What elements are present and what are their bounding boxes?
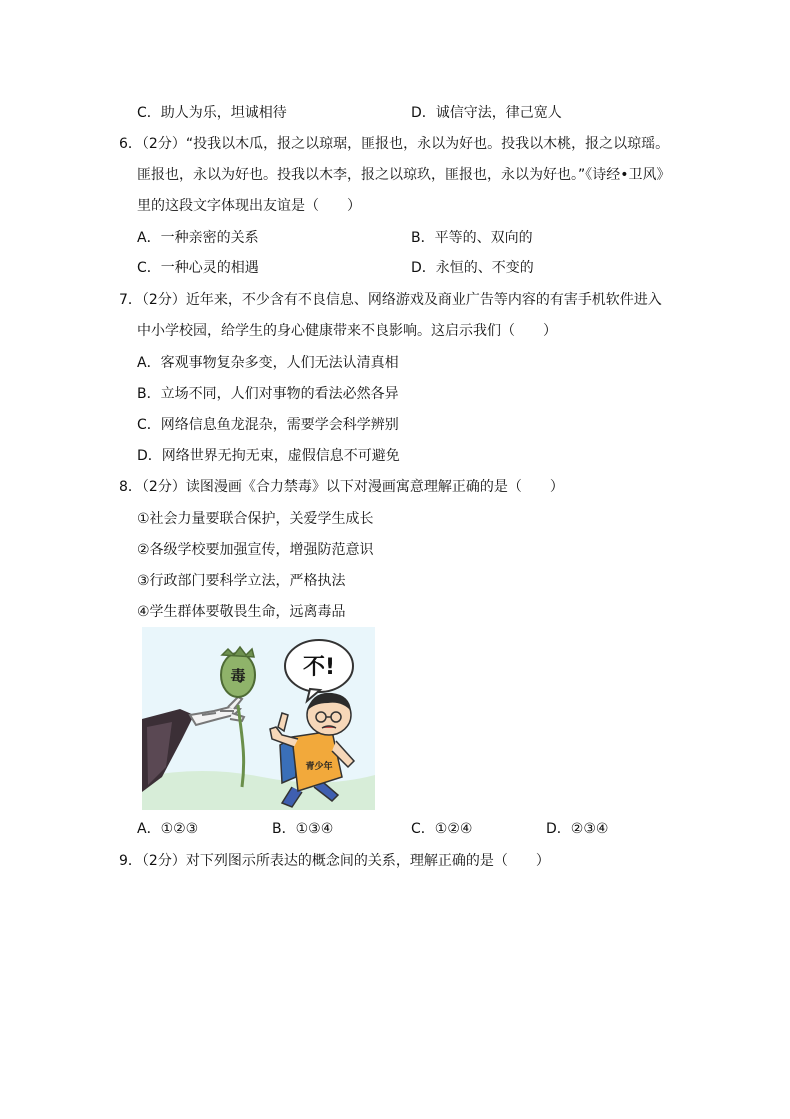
q6-option-c: C．一种心灵的相遇 xyxy=(137,260,259,276)
q8-statement-4: ④学生群体要敬畏生命，远离毒品 xyxy=(137,604,346,620)
q8-statement-1: ①社会力量要联合保护，关爱学生成长 xyxy=(137,511,374,527)
q8-statement-3: ③行政部门要科学立法，严格执法 xyxy=(137,573,346,589)
q6-option-d: D．永恒的、不变的 xyxy=(411,260,534,276)
q8-option-c: C．①②④ xyxy=(411,821,473,837)
q5-option-c: C．助人为乐，坦诚相待 xyxy=(137,105,287,121)
q8-option-b: B．①③④ xyxy=(272,821,334,837)
q7-option-a: A．客观事物复杂多变，人们无法认清真相 xyxy=(137,355,399,371)
q7-option-b: B．立场不同，人们对事物的看法必然各异 xyxy=(137,386,399,402)
q8-stem-line1: 8．（2分）读图漫画《合力禁毒》以下对漫画寓意理解正确的是（ ） xyxy=(119,479,564,495)
poppy-label: 毒 xyxy=(230,667,246,685)
q8-option-a: A．①②③ xyxy=(137,821,199,837)
q6-option-b: B．平等的、双向的 xyxy=(411,230,533,246)
anti-drug-cartoon xyxy=(142,627,375,810)
q7-stem-line1: 7．（2分）近年来，不少含有不良信息、网络游戏及商业广告等内容的有害手机软件进入 xyxy=(119,292,662,308)
q6-option-a: A．一种亲密的关系 xyxy=(137,230,259,246)
q8-option-d: D．②③④ xyxy=(546,821,609,837)
shirt-label: 青少年 xyxy=(305,762,333,772)
q7-option-c: C．网络信息鱼龙混杂，需要学会科学辨别 xyxy=(137,417,399,433)
q6-stem-line1: 6．（2分）“投我以木瓜，报之以琼琚，匪报也，永以为好也。投我以木桃，报之以琼瑶。 xyxy=(119,136,670,152)
q7-stem-line2: 中小学校园，给学生的身心健康带来不良影响。这启示我们（ ） xyxy=(137,323,557,339)
q9-stem-line1: 9．（2分）对下列图示所表达的概念间的关系，理解正确的是（ ） xyxy=(119,853,550,869)
q8-statement-2: ②各级学校要加强宣传，增强防范意识 xyxy=(137,542,374,558)
q5-option-d: D．诚信守法，律己宽人 xyxy=(411,105,562,121)
q6-stem-line3: 里的这段文字体现出友谊是（ ） xyxy=(137,198,361,214)
q6-stem-line2: 匪报也，永以为好也。投我以木李，报之以琼玖，匪报也，永以为好也。”《诗经•卫风》 xyxy=(137,167,671,183)
q7-option-d: D．网络世界无拘无束，虚假信息不可避免 xyxy=(137,448,400,464)
speech-bubble-text: 不! xyxy=(302,655,336,680)
